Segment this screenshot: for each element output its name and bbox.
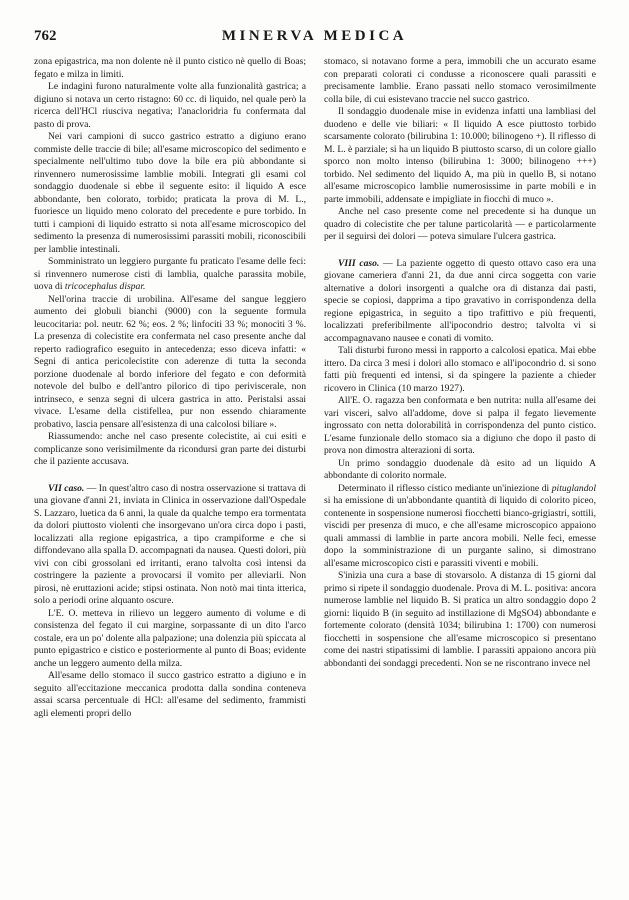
- paragraph: Nei vari campioni di succo gastrico estratto a digiuno erano commiste delle traccie di bile; all'esame microscopico del sedimento e specialmente nell'ultimo tubo dove la bile era più abbondante si rinvennero numerosissime lamblie mobili. Integrati gli esami col sondaggio duodenale si ebbe il seguente esito: il liquido A esce abbondante, ben colorato, torbido; praticata la prova di M. L., fuoriesce un liquido meno colorato del precedente e pure torbido. In tutti i campioni di liquido estratto si nota all'esame microscopico del sedimento la presenza di numerosissimi parassiti mobili, riconoscibili per lamblie intestinali.: [34, 131, 306, 255]
- paragraph: stomaco, si notavano forme a pera, immobili che un accurato esame con preparati colorati ci condusse a riconoscere quali parassiti e precisamente lamblie. Erano passati nello stomaco verosimilmente colla bile, di cui esistevano traccie nel succo gastrico.: [324, 56, 596, 105]
- paragraph: [324, 483, 596, 571]
- page-number: 762: [34, 28, 57, 44]
- paragraph: [34, 256, 306, 294]
- paragraph: S'inizia una cura a base di stovarsolo. A distanza di 15 giorni dal primo si ripete il sondaggio duodenale. Prova di M. L. positiva: ancora numerose lamblie nel liquido B. Si pratica un altro sondaggio dopo 2 giorni: liquido B (in seguito ad instillazione di MgSO4) abbondante e fortemente colorato (densità 1034; bilirubina 1: 1700) con numerosi fiocchetti in sospensione che all'esame microscopico si presentano come dei nastri stipatissimi di lamblie. I parassiti appaiono ancora più abbondanti dei sondaggi precedenti. Non se ne riscontrano invece nel: [324, 570, 596, 669]
- text-span: Somministrato un leggiero purgante fu praticato l'esame delle feci: si rinvennero numerose cisti di lamblia, qualche parassita mobile, uova di: [34, 256, 306, 292]
- text-span: Determinato il riflesso cistico mediante un'iniezione di: [338, 482, 552, 494]
- case-heading: VIII caso.: [338, 257, 380, 269]
- text-span: — In quest'altro caso di nostra osservazione si trattava di una giovane d'anni 21, inviata in Clinica in osservazione dall'Ospedale S. Lazzaro, luetica da 6 anni, la quale da qualche tempo era tormentata da dolori piuttosto violenti che insorgevano un'ora circa dopo i pasti, localizzati alla regione epigastrica, a tipo crampiforme e che si diffondevano alla spalla D. accompagnati da nausea. Questi dolori, più vivi con cibi grossolani ed irritanti, erano talvolta così intensi da costringere la paziente a provocarsi il vomito per alleviarli. Non pirosi, nè eruttazioni acide; stipsi ostinata. Non notò mai tinta itterica, solo a periodi orine alquanto oscure.: [34, 482, 306, 606]
- paragraph: All'esame dello stomaco il succo gastrico estratto a digiuno e in seguito all'eccitazione meccanica prodotta dalla sondina conteneva assai scarsa percentuale di HCl: all'esame del sedimento, frammisti agli elementi propri dello: [34, 670, 306, 719]
- paragraph: All'E. O. ragazza ben conformata e ben nutrita: nulla all'esame dei vari visceri, salvo all'addome, dove si palpa il fegato lievemente ingrossato con netta dolorabilità in corrispondenza del punto cistico. L'esame funzionale dello stomaco sia a digiuno che dopo il pasto di prova non dimostra alterazioni di sorta.: [324, 395, 596, 456]
- case-paragraph: [34, 483, 306, 608]
- italic-term: pituglandol: [551, 482, 596, 494]
- text-span: — La paziente oggetto di questo ottavo caso era una giovane cameriera d'anni 21, da due anni circa soggetta con varie alternative a dolori insorgenti a qualche ora di distanza dai pasti, specie se copiosi, dapprima a tipo gravativo in corrispondenza della regione epigastrica, in seguito a tipo trafittivo e più frequenti, localizzati preferibilmente all'ipocondrio destro; talvolta vi si accompagnavano nausee e conati di vomito.: [324, 257, 597, 344]
- paragraph: L'E. O. metteva in rilievo un leggero aumento di volume e di consistenza del fegato il cui margine, sorpassante di un dito l'arco costale, era un po' dolente alla palpazione; una dolenzia più spiccata al punto epigastrico e cistico e posteriormente al punto di Boas; evidente anche un leggero aumento della milza.: [34, 607, 306, 669]
- paragraph: Il sondaggio duodenale mise in evidenza infatti una lambliasi del duodeno e delle vie biliari: « Il liquido A esce piuttosto torbido scarsamente colorato (bilirubina 1: 10.000; bilinogeno +). Il riflesso di M. L. è parziale; si ha un liquido B piuttosto scarso, di un colore giallo sporco non molto intenso (bilirubina 1: 3000; bilinogeno +++) torbido. Nel sedimento del liquido A, ma più in quello B, si notano all'esame microscopico lamblie numerosissime in parte mobili e in parte immobili, addensate e impigliate in fiocchi di muco ».: [324, 106, 596, 205]
- paragraph: zona epigastrica, ma non dolente nè il punto cistico nè quello di Boas; fegato e milza in limiti.: [34, 56, 306, 80]
- paragraph: Nell'orina traccie di urobilina. All'esame del sangue leggiero aumento dei globuli bianchi (9000) con la seguente formula leucocitaria: pol. neutr. 62 %; eos. 2 %; linfociti 33 %; monociti 3 %. La presenza di colecistite era confermata nel caso presente anche dal reperto radiografico eseguito in antecedenza; esso diceva infatti: « Segni di antica pericolecistite con aderenze di tutta la seconda porzione duodenale al bordo inferiore del fegato e con deformità notevole del bulbo e dell'antro pilorico di tipo periviscerale, non intrinseco, e senza segni di ulcera gastrica in atto. Peristalsi assai vivace. L'esame della cistifellea, pur non essendo chiaramente probativo, lascia pensare all'esistenza di una calcolosi biliare ».: [34, 293, 306, 430]
- left-column: [34, 56, 306, 720]
- case-heading: VII caso.: [48, 482, 85, 494]
- paragraph: Le indagini furono naturalmente volte alla funzionalità gastrica; a digiuno si notava un certo ristagno: 60 cc. di liquido, nel quale però la ricerca dell'HCl riusciva negativa; l'anacloridria fu confermata dal pasto di prova.: [34, 81, 306, 130]
- paragraph: Riassumendo: anche nel caso presente colecistite, ai cui esiti e complicanze sono verisimilmente da ricondursi gran parte dei disturbi che il paziente accusava.: [34, 431, 306, 467]
- journal-title: MINERVA MEDICA: [221, 28, 408, 44]
- right-column: [324, 56, 596, 670]
- paragraph: Un primo sondaggio duodenale dà esito ad un liquido A abbondante di colorito normale.: [324, 457, 596, 481]
- paragraph: Tali disturbi furono messi in rapporto a calcolosi epatica. Mai ebbe ittero. Da circa 3 mesi i dolori allo stomaco e all'ipocondrio d. si sono fatti più frequenti ed intensi, sì da spingere la paziente a chieder ricovero in Clinica (10 marzo 1927).: [324, 345, 596, 394]
- text-span: si ha emissione di un'abbondante quantità di liquido di colorito piceo, contenente in sospensione numerosi fiocchetti bianco-grigiastri, sottili, viscidi per presenza di muco, e che all'esame microscopico appaiono quali ammassi di lamblie in parte ancora mobili. Nelle feci, emesse dopo la somministrazione di un purgante salino, si dimostrano all'esame microscopico cisti e parassiti viventi e mobili.: [324, 495, 596, 569]
- paragraph: Anche nel caso presente come nel precedente si ha dunque un quadro di colecistite che per talune particolarità — e particolarmente per il seguirsi dei dolori — poteva simulare l'ulcera gastrica.: [324, 206, 596, 242]
- case-paragraph: [324, 258, 596, 346]
- italic-term: tricocephalus dispar.: [64, 281, 146, 292]
